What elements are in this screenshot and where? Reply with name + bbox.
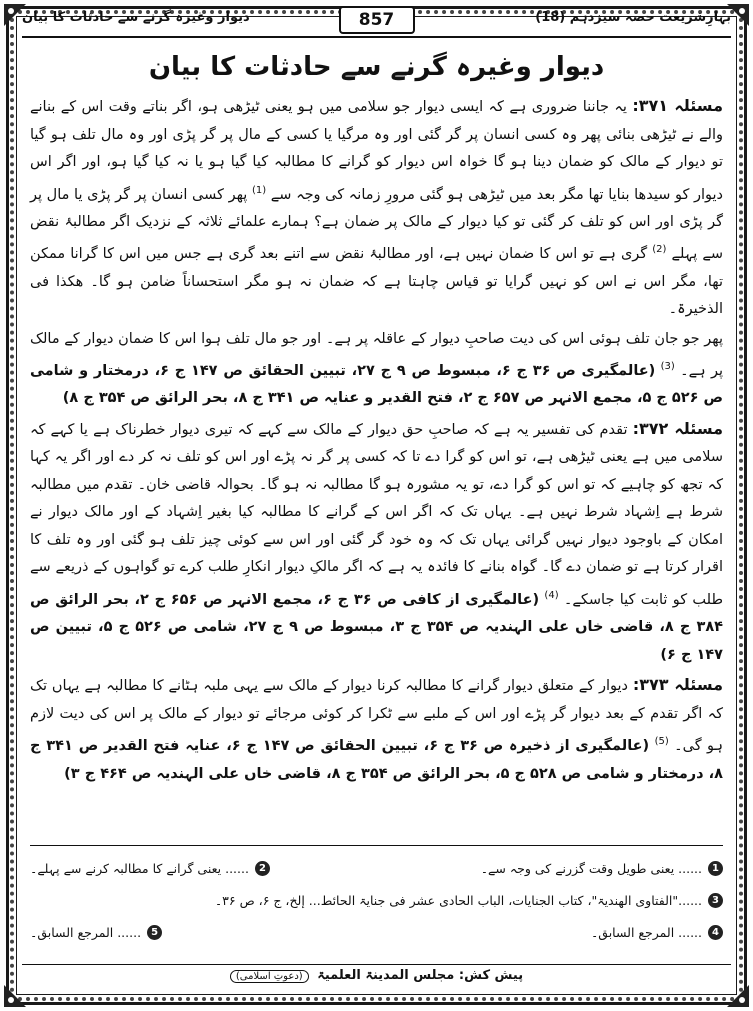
- footnote-number: 4: [708, 925, 723, 940]
- footnote-text: ...... یعنی طویل وقت گزرنے کی وجہ سے۔: [480, 860, 702, 876]
- masala-371: [30, 92, 723, 324]
- footnote-text: ...... المرجع السابق۔: [30, 924, 142, 940]
- masala-372: [30, 415, 723, 669]
- masala-text: تقدم کی تفسیر یہ ہے کہ صاحبِ حق دیوار کے مالک سے کہے کہ تیری دیوار خطرناک ہے یا کہے کہ سلامی میں ہے یعنی ٹیڑھی ہے، تو اس کو گرا دے تا کہ کسی پر گر نہ پڑے اور اس کو تلف نہ کر دے اور اگر یہ کہا کہ تجھ کو چاہیے کہ تو اس کو گرا دے، تو یہ مشورہ ہو گا مطالبہ نہ ہو گا۔ بحوالہ قاضی خان۔ تقدم میں مطالبہ شرط ہے اِشہاد شرط نہیں ہے۔ یہاں تک کہ اگر اس کے گرانے کا مطالبہ کیا بغیر اِشہاد کے اور مالک دیوار نے امکان کے باوجود دیوار نہیں گرائی یہاں تک کہ وہ خود گر گئی اور اس سے کوئی چیز تلف ہو گئی اور وہ تلف کا اقرار کرتا ہے تو ضمان دے گا۔ گواہ بنانے کا فائدہ یہ ہے کہ اگر مالکِ دیوار انکارِ طلب کرے تو گواہوں کے ذریعے سے طلب کو ثابت کیا جاسکے۔: [30, 421, 723, 608]
- header-rule: [22, 36, 731, 38]
- running-header: [22, 6, 731, 36]
- footnote-2: [30, 861, 270, 876]
- footnote-ref: (1): [251, 184, 267, 196]
- footnote-ref: (3): [660, 361, 675, 373]
- reference-citation: (عالمگیری از کافی ص ۳۶ ج ۶، مجمع الانہر ص ۶۵۶ ج ۲، بحر الرائق ص ۳۸۴ ج ۸، قاضی خاں علی الہندیہ ص ۳۵۴ ج ۳، مبسوط ص ۹ ج ۲۷، شامی ص ۵۲۶ ج ۵، تبیین ص ۱۴۷ ج ۶): [30, 591, 724, 663]
- footnote-1: [481, 861, 723, 876]
- reference-citation: (عالمگیری از ذخیرہ ص ۳۶ ج ۶، تبیین الحقائق ص ۱۴۷ ج ۶، عنایہ فتح القدیر ص ۳۴۱ ج ۸، درمختار و شامی ص ۵۲۸ ج ۵، بحر الرائق ص ۳۵۴ ج ۸، قاضی خاں علی الہندیہ ص ۴۶۴ ج ۳): [30, 738, 723, 782]
- footer-rule: [22, 964, 731, 965]
- footnote-4: [591, 925, 723, 940]
- footnote-number: 5: [147, 925, 162, 940]
- section-title: دیوار وغیرہ گرنے سے حادثات کا بیان: [148, 52, 605, 82]
- chapter-title: دیوار وغیرہ گرنے سے حادثات کا بیان: [22, 10, 250, 25]
- publisher-name: پیش کش: مجلس المدینۃ العلمیۃ: [317, 968, 524, 983]
- masala-label: مسئلہ ۳۷۲:: [632, 418, 724, 438]
- masala-text: یہ جاننا ضروری ہے کہ ایسی دیوار جو سلامی میں ہو یعنی ٹیڑھی ہو، اگر بناتے وقت اس کے بنانے والے نے ٹیڑھی بنائی پھر وہ کسی انسان پر گر گئی اور وہ مرگیا یا کسی کے مال پر گر پڑی اور وہ مال تلف ہو گیا تو دیوار کے مالک کو ضمان دینا ہو گا خواہ اس دیوار کو گرانے کا مطالبہ کیا گیا ہو یا نہ کیا گیا ہو، اور اگر اس دیوار کو سیدھا بنایا تھا مگر بعد میں ٹیڑھی ہو گئی مرورِ زمانہ کی وجہ سے: [30, 99, 724, 203]
- book-title: بہارِشریعت حصہ سیزدہم (18): [535, 10, 731, 25]
- masala-text: پھر کسی انسان پر گر پڑی یا مال پر گر پڑی اور اس کو تلف کر گئی تو کیا دیوار کے مالک پر ضمان ہے؟ ہمارے علمائے ثلاثہ کے نزدیک اگر مطالبۂ نقض سے پہلے: [30, 186, 724, 263]
- masala-371-continued: [30, 326, 723, 413]
- page-number: 857: [339, 6, 415, 34]
- footnote-5: [30, 925, 162, 940]
- page-footer: [0, 968, 753, 983]
- footnote-text: ...... المرجع السابق۔: [590, 924, 702, 940]
- corner-ornament-icon: [725, 983, 751, 1009]
- footnote-number: 3: [708, 893, 723, 908]
- footnote-ref: (4): [544, 589, 559, 601]
- publisher-org: (دعوتِ اسلامی): [230, 970, 309, 983]
- reference-citation: (عالمگیری ص ۳۶ ج ۶، مبسوط ص ۹ ج ۲۷، تبیین الحقائق ص ۱۴۷ ج ۶، درمختار و شامی ص ۵۲۶ ج ۵، مجمع الانہر ص ۶۵۷ ج ۲، فتح القدیر و عنایہ ص ۳۴۱ ج ۸، بحر الرائق ص ۳۵۴ ج ۸): [30, 362, 723, 407]
- footnotes: [30, 852, 723, 948]
- masala-label: مسئلہ ۳۷۱:: [632, 96, 723, 115]
- masala-label: مسئلہ ۳۷۳:: [632, 675, 724, 695]
- footnote-separator: [30, 845, 723, 846]
- masala-373: [30, 671, 723, 788]
- footnote-number: 2: [255, 861, 270, 876]
- footnote-3: [30, 893, 723, 908]
- footnote-ref: (2): [652, 244, 667, 256]
- page-body: [30, 44, 723, 790]
- footnote-text: ......"الفتاوی الھندیۃ"، کتاب الجنایات، الباب الحادی عشر فی جنایۃ الحائط... إلخ، ج ۶، ص ۳۶۔: [214, 892, 702, 908]
- masala-text: گری ہے تو اس کا ضمان نہیں ہے، اور مطالبۂ نقض سے اتنے بعد گری ہے جس میں اس کا گرانا ممکن تھا، مگر اس نے اس کو نہیں گرایا تو قیاس چاہتا ہے کہ ضمان نہ ہو مگر استحساناً ضامن ہو گا۔ ھکذا فی الذخیرۃ۔: [30, 246, 723, 318]
- footnote-text: ...... یعنی گرانے کا مطالبہ کرنے سے پہلے۔: [30, 860, 249, 876]
- footnote-number: 1: [708, 861, 723, 876]
- masala-text: پھر جو جان تلف ہوئی اس کی دیت صاحبِ دیوار کے عاقلہ پر ہے۔ اور جو مال تلف ہوا اس کا ضمان دیوار کے مالک پر ہے۔: [30, 330, 724, 379]
- footnote-ref: (5): [654, 736, 669, 748]
- corner-ornament-icon: [2, 983, 28, 1009]
- masala-text: دیوار کے متعلق دیوار گرانے کا مطالبہ کرنا دیوار کے مالک سے یہی ملبہ ہٹانے کا مطالبہ ہے یہاں تک کہ اگر تقدم کے بعد دیوار گر پڑے اور اس کے ملبے سے ٹکرا کر کوئی مرجائے تو دیوار کے مالک پر اس کی دیت لازم ہو گی۔: [30, 678, 724, 755]
